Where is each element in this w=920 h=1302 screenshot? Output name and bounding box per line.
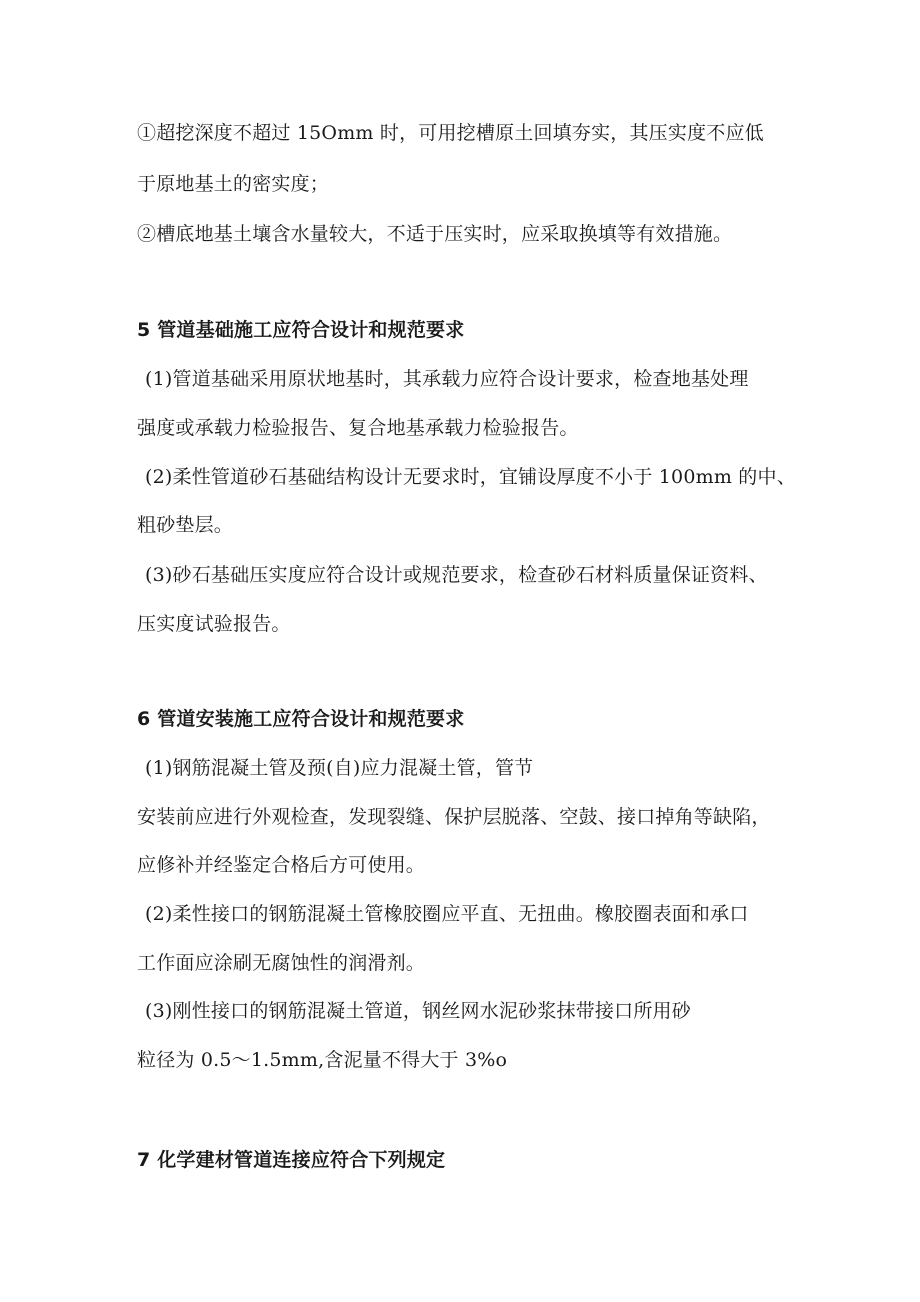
section6-p2-line2: 工作面应涂刷无腐蚀性的润滑剂。 — [137, 952, 426, 974]
section5-heading: 5 管道基础施工应符合设计和规范要求 — [137, 319, 465, 341]
section6-p1-line1: (1)钢筋混凝土管及预(自)应力混凝土管，管节 — [145, 757, 534, 779]
section5-p1-line2: 强度或承载力检验报告、复合地基承载力检验报告。 — [137, 417, 579, 439]
section5-p3-line2: 压实度试验报告。 — [137, 613, 291, 635]
section7-heading: 7 化学建材管道连接应符合下列规定 — [137, 1149, 446, 1171]
section5-p2-line2: 粗砂垫层。 — [137, 514, 234, 536]
section5-p1-line1: (1)管道基础采用原状地基时，其承载力应符合设计要求，检查地基处理 — [145, 368, 749, 390]
section6-heading: 6 管道安装施工应符合设计和规范要求 — [137, 708, 465, 730]
item1-line2: 于原地基土的密实度； — [137, 173, 330, 195]
section6-p2-line1: (2)柔性接口的钢筋混凝土管橡胶圈应平直、无扭曲。橡胶圈表面和承口 — [145, 903, 749, 925]
section6-p1-line2: 安装前应进行外观检查，发现裂缝、保护层脱落、空鼓、接口掉角等缺陷， — [137, 806, 771, 828]
section5-p2-line1: (2)柔性管道砂石基础结构设计无要求时，宜铺设厚度不小于 100mm 的中、 — [145, 466, 796, 488]
item2-line1: ②槽底地基土壤含水量较大，不适于压实时，应采取换填等有效措施。 — [137, 223, 733, 245]
item1-line1: ①超挖深度不超过 15Omm 时，可用挖槽原土回填夯实，其压实度不应低 — [137, 122, 764, 144]
section6-p1-line3: 应修补并经鉴定合格后方可使用。 — [137, 854, 426, 876]
section6-p3-line1: (3)刚性接口的钢筋混凝土管道，钢丝网水泥砂浆抹带接口所用砂 — [145, 1000, 691, 1022]
section5-p3-line1: (3)砂石基础压实度应符合设计或规范要求，检查砂石材料质量保证资料、 — [145, 564, 768, 586]
section6-p3-line2: 粒径为 0.5～1.5mm,含泥量不得大于 3%o — [137, 1049, 508, 1071]
